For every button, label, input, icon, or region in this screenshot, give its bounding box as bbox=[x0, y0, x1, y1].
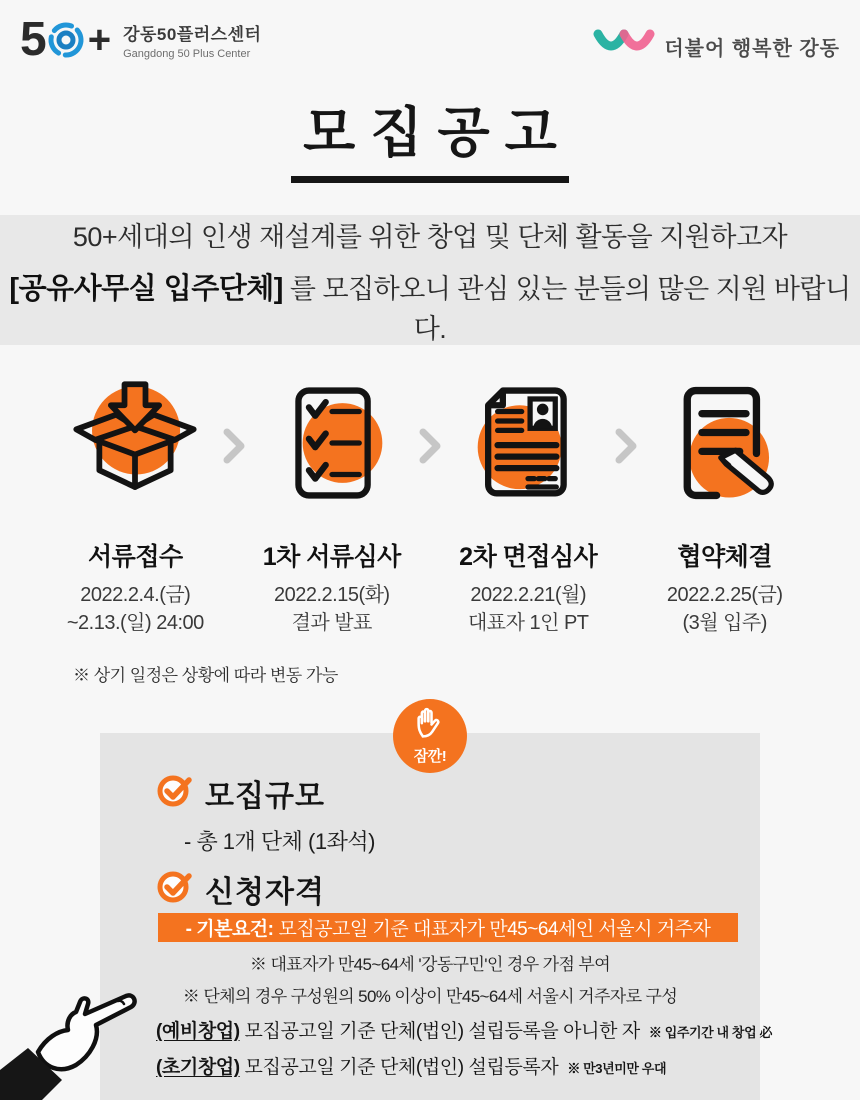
gangdong-district-logo bbox=[593, 26, 840, 67]
resume-icon bbox=[465, 495, 591, 512]
step-title: 1차 서류심사 bbox=[262, 543, 401, 571]
step-date-line2: 결과 발표 bbox=[291, 612, 372, 635]
step-title: 2차 면접심사 bbox=[459, 543, 598, 571]
requirement-text: 모집공고일 기준 대표자가 만45~64세인 서울시 거주자 bbox=[278, 919, 711, 940]
attention-badge-label: 잠깐! bbox=[413, 747, 447, 765]
contract-sign-icon bbox=[662, 495, 788, 512]
intro-line-2 bbox=[0, 266, 860, 346]
pre-startup-label: (예비창업) bbox=[156, 1021, 240, 1042]
stop-hand-icon bbox=[411, 707, 449, 748]
step-agreement bbox=[639, 378, 810, 638]
step-title: 서류접수 bbox=[88, 543, 183, 571]
center-name-english: Gangdong 50 Plus Center bbox=[123, 48, 251, 60]
basic-requirement-bar bbox=[158, 913, 738, 942]
step-interview bbox=[443, 378, 614, 638]
pre-startup-text: 모집공고일 기준 단체(법인) 설립등록을 아니한 자 bbox=[239, 1021, 640, 1042]
early-startup-item bbox=[156, 1052, 666, 1079]
eligibility-heading bbox=[156, 867, 325, 911]
logo-five: 5 bbox=[20, 13, 45, 66]
step-title: 협약체결 bbox=[677, 543, 772, 571]
step-date-line1: 2022.2.21(월) bbox=[470, 584, 587, 606]
intro-highlight: [공유사무실 입주단체] bbox=[9, 272, 283, 305]
step-document-submission bbox=[50, 378, 221, 638]
eligibility-title: 신청자격 bbox=[205, 876, 325, 909]
center-name-korean: 강동50플러스센터 bbox=[123, 25, 262, 44]
step-date-line1: 2022.2.25(금) bbox=[666, 584, 783, 606]
chevron-right-icon bbox=[417, 428, 443, 469]
page-title bbox=[0, 90, 860, 183]
checklist-icon bbox=[269, 495, 395, 512]
recruitment-scale-body: - 총 1개 단체 (1좌석) bbox=[184, 829, 375, 854]
requirement-label: - 기본요건: bbox=[185, 919, 274, 940]
pre-startup-item bbox=[156, 1016, 772, 1043]
intro-line-2-rest: 를 모집하오니 관심 있는 분들의 많은 지원 바랍니다. bbox=[282, 273, 851, 344]
intro-band bbox=[0, 215, 860, 345]
details-panel bbox=[100, 733, 773, 1100]
step-date-line2: 대표자 1인 PT bbox=[467, 612, 589, 635]
attention-badge bbox=[393, 699, 467, 773]
chevron-right-icon bbox=[221, 428, 247, 469]
fifty-plus-logo-mark bbox=[20, 13, 112, 66]
intro-line-1: 50+세대의 인생 재설계를 위한 창업 및 단체 활동을 지원하고자 bbox=[72, 221, 788, 252]
step-document-review bbox=[246, 378, 417, 638]
early-startup-note: ※ 만3년미만 우대 bbox=[567, 1061, 667, 1076]
check-circle-icon bbox=[156, 773, 192, 814]
early-startup-label: (초기창업) bbox=[156, 1057, 240, 1078]
recruitment-scale-title: 모집규모 bbox=[205, 780, 325, 813]
eligibility-note-2: ※ 단체의 경우 구성원의 50% 이상이 만45~64세 서울시 거주자로 구성 bbox=[182, 987, 678, 1006]
logo-plus: + bbox=[87, 18, 112, 62]
schedule-change-note: ※ 상기 일정은 상황에 따라 변동 가능 bbox=[73, 666, 338, 685]
early-startup-text: 모집공고일 기준 단체(법인) 설립등록자 bbox=[239, 1057, 559, 1078]
page-title-text: 모집공고 bbox=[303, 103, 572, 163]
district-slogan: 더불어 행복한 강동 bbox=[664, 38, 840, 60]
process-steps bbox=[50, 378, 810, 638]
pointing-hand-illustration bbox=[0, 986, 160, 1100]
center-logo bbox=[20, 13, 262, 66]
recruitment-scale-heading bbox=[156, 771, 325, 815]
step-date-line1: 2022.2.4.(금) bbox=[80, 584, 191, 606]
step-date-line2: ~2.13.(일) 24:00 bbox=[66, 612, 204, 635]
double-smile-icon bbox=[593, 26, 655, 67]
chevron-right-icon bbox=[614, 428, 640, 469]
step-date-line1: 2022.2.15(화) bbox=[273, 584, 390, 606]
title-underline bbox=[291, 176, 569, 183]
eligibility-note-1: ※ 대표자가 만45~64세 '강동구민'인 경우 가점 부여 bbox=[249, 955, 611, 974]
step-date-line2: (3월 입주) bbox=[682, 612, 767, 635]
box-receive-icon bbox=[72, 495, 198, 512]
target-circle-icon bbox=[45, 17, 87, 64]
pre-startup-note: ※ 입주기간 내 창업 必 bbox=[648, 1025, 773, 1040]
check-circle-icon bbox=[156, 869, 192, 910]
